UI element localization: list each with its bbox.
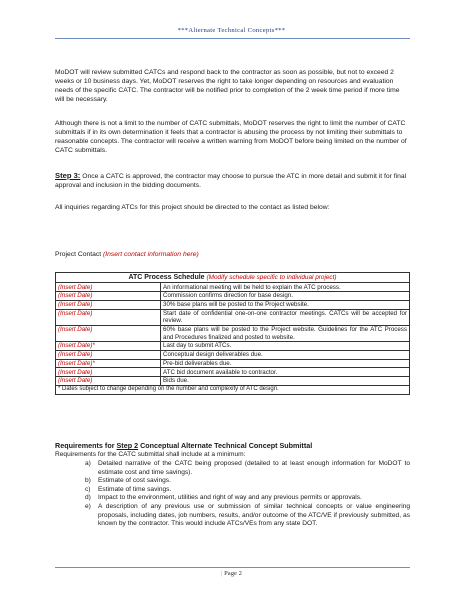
schedule-title-text: ATC Process Schedule <box>128 274 207 281</box>
schedule-event: An informational meeting will be held to explain the ATC process. <box>161 283 410 292</box>
schedule-event: 30% base plans will be posted to the Project website. <box>161 300 410 309</box>
list-item-text: Detailed narrative of the CATC being proposed (detailed to at least enough information for MoDOT to estimate cost and time savings). <box>98 460 410 476</box>
schedule-event: Conceptual design deliverables due. <box>161 350 410 359</box>
atc-schedule-table <box>55 272 410 395</box>
requirements-heading-step: Step 2 <box>116 441 139 450</box>
schedule-date: (Insert Date) <box>56 292 161 301</box>
project-contact-line <box>55 250 410 259</box>
review-paragraph: MoDOT will review submitted CATCs and respond back to the contractor as soon as possible, but not to exceed 2 weeks or 10 business days. Yet, MoDOT reserves the right to take longer depending on resources and evaluation needs of the specific CATC. The contractor will be notified prior to completion of the 2 week time period if more time will be necessary. <box>55 69 400 104</box>
requirements-heading-suffix: Conceptual Alternate Technical Concept Submittal <box>138 441 313 450</box>
table-row <box>56 300 410 309</box>
requirements-heading-prefix: Requirements for <box>55 441 117 450</box>
schedule-date: (Insert Date)* <box>56 359 161 368</box>
page-number: Page 2 <box>224 570 242 577</box>
list-item-label: b) <box>85 477 91 485</box>
schedule-event: 60% base plans will be posted to the Project website. Guidelines for the ATC Process and Procedures finalized and posted to website. <box>161 325 410 341</box>
schedule-title <box>56 273 410 283</box>
step-3-label: Step 3: <box>55 171 81 180</box>
list-item-label: c) <box>85 485 91 493</box>
page-footer <box>0 570 463 577</box>
requirements-list <box>85 460 410 529</box>
project-contact-label: Project Contact <box>55 251 104 258</box>
list-item-label: d) <box>85 494 91 502</box>
schedule-date: (Insert Date) <box>56 368 161 377</box>
step-3-paragraph <box>55 171 410 190</box>
footer-divider <box>55 567 410 568</box>
list-item-text: A description of any previous use or submission of similar technical concepts or value engineering proposals, including dates, job numbers, results, and/or outcome of the ATC/VE if previously submitted, as known by the contractor. This would include ATCs/VEs from any state DOT. <box>98 502 410 528</box>
schedule-footnote: * Dates subject to change depending on the number and complexity of ATC design. <box>56 386 410 395</box>
list-item-text: Impact to the environment, utilities and right of way and any previous permits or approvals. <box>98 494 362 502</box>
schedule-event: ATC bid document available to contractor. <box>161 368 410 377</box>
schedule-event: Bids due. <box>161 377 410 386</box>
list-item-label: e) <box>85 502 91 510</box>
schedule-event: Start date of confidential one-on-one contractor meetings. CATCs will be accepted for review. <box>161 309 410 325</box>
list-item <box>85 494 410 503</box>
table-row <box>56 368 410 377</box>
requirements-heading <box>55 441 312 450</box>
schedule-date: (Insert Date) <box>56 350 161 359</box>
page-header: ***Alternate Technical Concepts*** <box>177 27 286 34</box>
schedule-title-note: (Modify schedule specific to individual project) <box>206 274 337 281</box>
step-3-text: Once a CATC is approved, the contractor may choose to pursue the ATC in more detail and submit it for final approval and inclusion in the bidding documents. <box>55 173 407 190</box>
schedule-event: Commission confirms direction for base design. <box>161 292 410 301</box>
list-item <box>85 477 410 486</box>
table-row <box>56 292 410 301</box>
schedule-event: Pre-bid deliverables due. <box>161 359 410 368</box>
table-row <box>56 359 410 368</box>
table-row <box>56 342 410 351</box>
project-contact-placeholder: (Insert contact information here) <box>103 251 199 258</box>
schedule-date: (Insert Date) <box>56 309 161 325</box>
list-item <box>85 460 410 477</box>
table-note-row <box>56 386 410 395</box>
schedule-date: (Insert Date) <box>56 377 161 386</box>
schedule-date: (Insert Date) <box>56 300 161 309</box>
footer-separator: | <box>221 570 223 577</box>
schedule-date: (Insert Date) <box>56 325 161 341</box>
table-row <box>56 309 410 325</box>
schedule-date: (Insert Date) <box>56 283 161 292</box>
inquiries-paragraph: All inquiries regarding ATCs for this project should be directed to the contact as listed below: <box>55 204 330 211</box>
list-item-text: Estimate of cost savings. <box>98 477 171 485</box>
schedule-date: (Insert Date)* <box>56 342 161 351</box>
submittal-limit-paragraph: Although there is not a limit to the number of CATC submittals, MoDOT reserves the right to limit the number of CATC submittals if in its own determination it feels that a contractor is abusing the process by not limiting their submittals to reasonable concepts. The contractor will receive a written warning from MoDOT before being limited on the number of CATC submittals. <box>55 120 407 155</box>
header-divider <box>55 38 410 39</box>
table-row <box>56 283 410 292</box>
schedule-event: Last day to submit ATCs. <box>161 342 410 351</box>
requirements-intro: Requirements for the CATC submittal shall include at a minimum: <box>55 451 246 458</box>
list-item <box>85 503 410 529</box>
list-item <box>85 486 410 495</box>
table-row <box>56 350 410 359</box>
table-row <box>56 325 410 341</box>
table-row <box>56 377 410 386</box>
list-item-label: a) <box>85 460 91 467</box>
list-item-text: Estimate of time savings. <box>98 485 172 493</box>
